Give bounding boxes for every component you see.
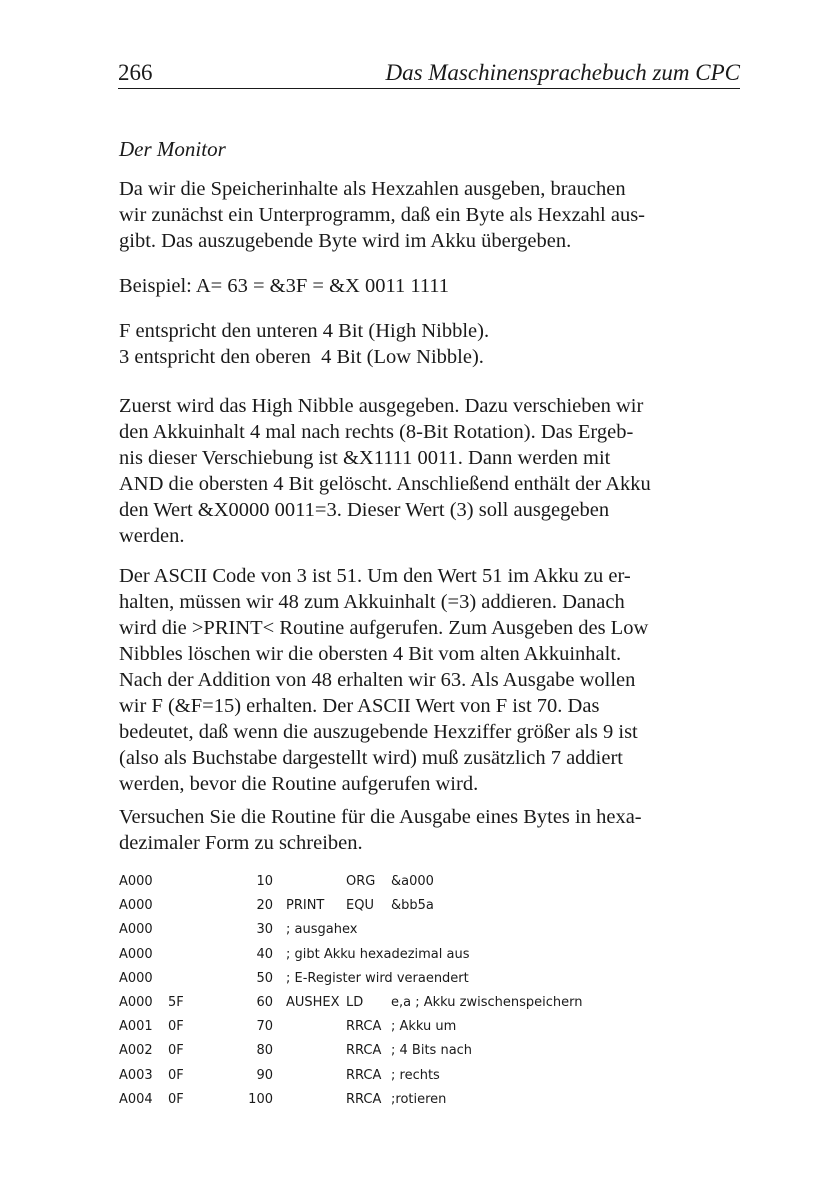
listing-line-number: 40 [256, 946, 273, 962]
listing-machine-code: 0F [168, 1019, 184, 1035]
text-line: AND die obersten 4 Bit gelöscht. Anschließend enthält der Akku [119, 473, 651, 495]
listing-row [119, 898, 739, 922]
listing-operand: e,a ; Akku zwischenspeichern [391, 994, 583, 1010]
listing-opcode: EQU [346, 898, 374, 914]
listing-address: A000 [119, 970, 153, 986]
listing-line-number: 90 [256, 1067, 273, 1083]
listing-row [119, 1019, 739, 1043]
listing-row [119, 922, 739, 946]
text-line: Versuchen Sie die Routine für die Ausgabe eines Bytes in hexa- [119, 806, 642, 828]
listing-opcode: RRCA [346, 1019, 382, 1035]
listing-comment: ; ausgahex [286, 922, 358, 938]
listing-machine-code: 0F [168, 1043, 184, 1059]
listing-line-number: 20 [256, 898, 273, 914]
listing-row [119, 947, 739, 971]
paragraph-example [119, 273, 753, 299]
text-line: Der ASCII Code von 3 ist 51. Um den Wert 51 im Akku zu er- [119, 565, 631, 587]
text-line: Da wir die Speicherinhalte als Hexzahlen ausgeben, brauchen [119, 178, 626, 200]
text-line: bedeutet, daß wenn die auszugebende Hexziffer größer als 9 ist [119, 721, 638, 743]
text-line: werden. [119, 525, 185, 547]
listing-opcode: ORG [346, 874, 376, 889]
listing-address: A001 [119, 1019, 153, 1035]
text-line: halten, müssen wir 48 zum Akkuinhalt (=3) addieren. Danach [119, 591, 625, 613]
listing-address: A000 [119, 946, 153, 962]
listing-opcode: LD [346, 994, 364, 1010]
text-line: den Wert &X0000 0011=3. Dieser Wert (3) soll ausgegeben [119, 499, 610, 521]
running-title: Das Maschinensprachebuch zum CPC [385, 60, 740, 85]
listing-operand: ; Akku um [391, 1019, 457, 1035]
paragraph-high-nibble [119, 393, 753, 549]
listing-address: A000 [119, 898, 153, 914]
listing-row [119, 995, 739, 1019]
listing-operand: ; rechts [391, 1067, 440, 1083]
listing-address: A003 [119, 1067, 153, 1083]
text-line: Beispiel: A= 63 = &3F = &X 0011 1111 [119, 275, 450, 297]
listing-operand: ;rotieren [391, 1091, 447, 1107]
listing-machine-code: 0F [168, 1091, 184, 1107]
listing-address: A004 [119, 1091, 153, 1107]
listing-row [119, 1043, 739, 1067]
text-line: wird die >PRINT< Routine aufgerufen. Zum Ausgeben des Low [119, 617, 649, 639]
text-line: dezimaler Form zu schreiben. [119, 832, 363, 854]
listing-opcode: RRCA [346, 1091, 382, 1107]
listing-machine-code: 5F [168, 994, 184, 1010]
listing-address: A000 [119, 874, 153, 889]
listing-line-number: 10 [256, 874, 273, 889]
listing-label: PRINT [286, 898, 325, 914]
page-number: 266 [118, 60, 153, 85]
text-line: Nach der Addition von 48 erhalten wir 63. Als Ausgabe wollen [119, 669, 636, 691]
text-line: (also als Buchstabe dargestellt wird) muß zusätzlich 7 addiert [119, 747, 624, 769]
paragraph-ascii [119, 563, 753, 797]
paragraph-intro [119, 176, 753, 254]
text-line: wir zunächst ein Unterprogramm, daß ein Byte als Hexzahl aus- [119, 204, 645, 226]
listing-row [119, 1092, 739, 1116]
text-line: nis dieser Verschiebung ist &X1111 0011. Dann werden mit [119, 447, 611, 469]
listing-operand: &bb5a [391, 898, 434, 914]
assembler-listing [119, 874, 739, 1116]
listing-opcode: RRCA [346, 1067, 382, 1083]
listing-line-number: 30 [256, 922, 273, 938]
listing-row [119, 971, 739, 995]
listing-line-number: 70 [256, 1019, 273, 1035]
text-line: F entspricht den unteren 4 Bit (High Nibble). [119, 320, 490, 342]
listing-address: A000 [119, 922, 153, 938]
text-line: gibt. Das auszugebende Byte wird im Akku übergeben. [119, 230, 572, 252]
listing-comment: ; gibt Akku hexadezimal aus [286, 946, 470, 962]
listing-operand: &a000 [391, 874, 434, 889]
text-line: 3 entspricht den oberen 4 Bit (Low Nibble). [119, 346, 484, 368]
text-line: werden, bevor die Routine aufgerufen wird. [119, 773, 479, 795]
section-title: Der Monitor [119, 137, 226, 161]
listing-address: A000 [119, 994, 153, 1010]
listing-row [119, 1068, 739, 1092]
listing-operand: ; 4 Bits nach [391, 1043, 473, 1059]
listing-address: A002 [119, 1043, 153, 1059]
listing-opcode: RRCA [346, 1043, 382, 1059]
listing-line-number: 100 [248, 1091, 273, 1107]
text-line: Nibbles löschen wir die obersten 4 Bit vom alten Akkuinhalt. [119, 643, 622, 665]
paragraph-task [119, 804, 753, 856]
listing-line-number: 80 [256, 1043, 273, 1059]
listing-row [119, 874, 739, 898]
listing-label: AUSHEX [286, 994, 340, 1010]
text-line: Zuerst wird das High Nibble ausgegeben. Dazu verschieben wir [119, 395, 644, 417]
paragraph-nibbles [119, 318, 753, 370]
text-line: wir F (&F=15) erhalten. Der ASCII Wert von F ist 70. Das [119, 695, 600, 717]
listing-line-number: 50 [256, 970, 273, 986]
text-line: den Akkuinhalt 4 mal nach rechts (8-Bit Rotation). Das Ergeb- [119, 421, 634, 443]
listing-machine-code: 0F [168, 1067, 184, 1083]
listing-line-number: 60 [256, 994, 273, 1010]
listing-comment: ; E-Register wird veraendert [286, 970, 469, 986]
page-header [118, 58, 740, 89]
